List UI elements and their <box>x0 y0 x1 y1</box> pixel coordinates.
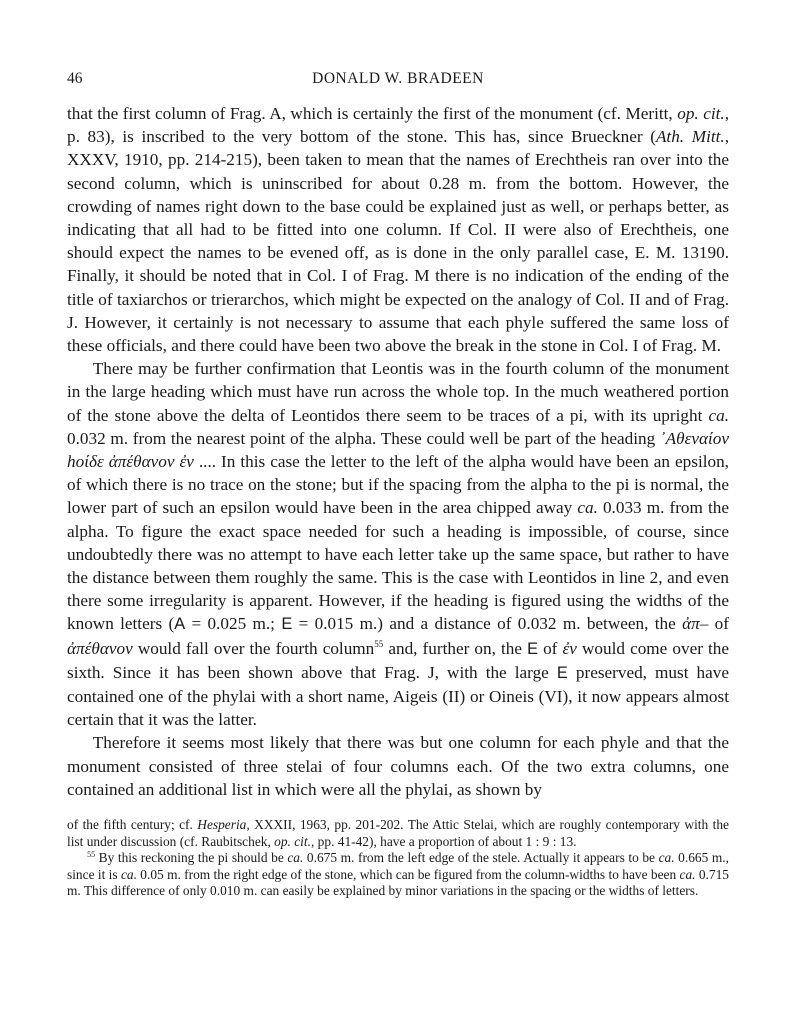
paragraph-2 <box>67 357 729 731</box>
letter-glyph: E <box>281 615 293 634</box>
text-run: , p. 83), is inscribed to the very bottom of the stone. This has, since Brueckner ( <box>67 104 729 147</box>
text-run: By this reckoning the pi should be <box>95 850 288 866</box>
greek-heading-text: ᾿Αθεναίον hοίδε ἀπέθανον ἐν <box>67 428 729 472</box>
italic-run: ca. <box>287 850 304 866</box>
text-run: would fall over the fourth column <box>132 638 375 658</box>
italic-run: ca. <box>679 866 696 882</box>
text-run: 0.665 m., since it is <box>67 850 729 882</box>
paragraph-1 <box>67 102 729 357</box>
running-title: DONALD W. BRADEEN <box>312 70 484 87</box>
text-run: 0.032 m. from the nearest point of the alpha. These could well be part of the heading <box>67 428 660 448</box>
text-run: and, further on, the <box>383 638 528 658</box>
text-run: 0.05 m. from the right edge of the stone, which can be figured from the column-widths to have been <box>136 866 680 882</box>
text-run: XXXII, 1963, pp. 201-202. The Attic Stelai, which are roughly contemporary with the list under discussion (cf. Raubitschek, <box>67 817 729 849</box>
text-run: .... In this case the letter to the left of the alpha would have been an epsilon, of which there is no trace on the stone; but if the spacing from the alpha to the pi is normal, the lower part of such an epsilon would have been in the area chipped away <box>67 452 729 518</box>
text-run: of the fifth century; cf. <box>67 817 198 833</box>
text-run: 0.033 m. from the alpha. To figure the exact space needed for such a heading is impossible, of course, since undoubtedly there was no attempt to have each letter take up the same space, but rather to have the distance between them roughly the same. This is the case with Leontidos in line 2, and even there some irregularity is apparent. However, if the heading is figured using the widths of the known letters ( <box>67 498 729 634</box>
page <box>67 70 729 900</box>
text-run: = 0.025 m.; <box>185 614 282 634</box>
italic-run: Ath. Mitt. <box>655 127 725 147</box>
text-run: = 0.015 m.) and a distance of 0.032 m. between, the <box>292 614 683 634</box>
greek-word: ἀπ– <box>682 614 709 634</box>
footnote-number: 55 <box>87 850 96 860</box>
italic-run: Hesperia, <box>197 817 250 833</box>
footnote-continuation <box>67 817 729 850</box>
italic-run: ca. <box>577 498 598 518</box>
text-run: of <box>538 638 563 658</box>
text-run: , pp. 41-42), have a proportion of about 1 : 9 : 13. <box>310 833 577 849</box>
text-run: would come over the sixth. Since it has been shown above that Frag. J, with the large <box>67 638 730 682</box>
text-run: , XXXV, 1910, pp. 214-215), been taken to mean that the names of Erechtheis ran over into the second column, which is uninscribed for about 0.28 m. from the bottom. However, the crowding of names right down to the base could be explained just as well, or perhaps better, as indicating that all had to be fitted into one column. If Col. II were also of Erechtheis, one should expect the names to be evened off, as is done in the only parallel case, E. M. 13190. Finally, it should be noted that in Col. I of Frag. M there is no indication of the ending of the title of taxiarchos or trierarchos, which might be expected on the analogy of Col. II and of Frag. J. However, it certainly is not necessary to assume that each phyle suffered the same loss of these officials, and there could have been two above the break in the stone in Col. I of Frag. M. <box>67 127 729 356</box>
greek-word: ἀπέθανον <box>67 638 133 658</box>
footnotes <box>67 817 729 900</box>
letter-glyph: E <box>556 663 568 682</box>
footnote-55 <box>67 850 729 900</box>
italic-run: ca. <box>658 850 675 866</box>
italic-run: ca. <box>708 405 729 425</box>
running-head <box>67 70 729 92</box>
text-run: 0.715 m. This difference of only 0.010 m. can easily be explained by minor variations in the spacing or the widths of letters. <box>67 866 729 899</box>
italic-run: op. cit. <box>677 104 725 123</box>
letter-glyph: A <box>174 615 186 634</box>
text-run: Therefore it seems most likely that there was but one column for each phyle and that the monument consisted of three stelai of four columns each. Of the two extra columns, one contained an additional list in which were all the phylai, as shown by <box>67 733 729 799</box>
text-run: There may be further confirmation that Leontis was in the fourth column of the monument in the large heading which must have run across the whole top. In the much weathered portion of the stone above the delta of Leontidos there seem to be traces of a pi, with its upright <box>67 359 729 425</box>
greek-word: ἐν <box>562 638 577 658</box>
footnote-ref[interactable]: 55 <box>374 638 384 649</box>
page-number: 46 <box>67 70 83 87</box>
text-run: that the first column of Frag. A, which is certainly the first of the monument (cf. Meritt, <box>67 104 678 123</box>
text-run: preserved, must have contained one of the phylai with a short name, Aigeis (II) or Oineis (VI), it now appears almost certain that it was the latter. <box>67 662 729 730</box>
text-run: 0.675 m. from the left edge of the stele. Actually it appears to be <box>303 850 659 866</box>
paragraph-3 <box>67 731 729 801</box>
italic-run: op. cit. <box>274 833 311 849</box>
italic-run: ca. <box>120 866 137 882</box>
letter-glyph: E <box>527 639 538 658</box>
text-run: of <box>708 614 729 634</box>
